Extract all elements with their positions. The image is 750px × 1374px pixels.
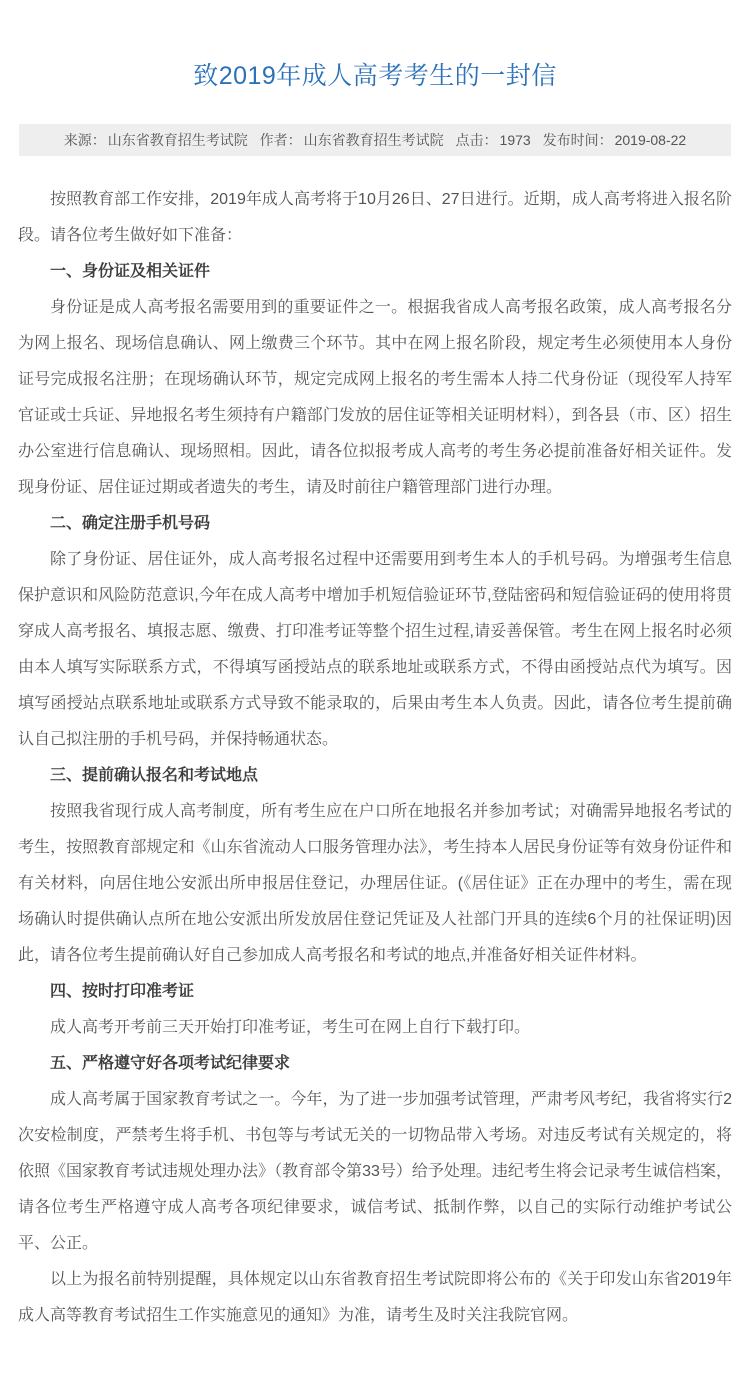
meta-hits xyxy=(456,132,531,148)
meta-source-value: 山东省教育招生考试院 xyxy=(107,132,248,148)
article-paragraph-section-4: 成人高考开考前三天开始打印准考证，考生可在网上自行下载打印。 xyxy=(50,1019,531,1036)
article-paragraph-section-2: 除了身份证、居住证外，成人高考报名过程中还需要用到考生本人的手机号码。为增强考生信息保护意识和风险防范意识,今年在成人高考中增加手机短信验证环节,登陆密码和短信验证码的使用将贯穿成人高考报名、填报志愿、缴费、打印准考证等整个招生过程,请妥善保管。考生在网上报名时必须由本人填写实际联系方式，不得填写函授站点的联系地址或联系方式，不得由函授站点代为填写。因填写函授站点联系地址或联系方式导致不能录取的，后果由考生本人负责。因此，请各位考生提前确认自己拟注册的手机号码，并保持畅通状态。 xyxy=(18,551,732,748)
section-heading-1: 一、身份证及相关证件 xyxy=(50,263,211,280)
meta-source xyxy=(64,132,248,148)
meta-publish-value: 2019-08-22 xyxy=(614,132,687,148)
article-meta-bar xyxy=(19,124,731,156)
article-paragraph-closing: 以上为报名前特别提醒，具体规定以山东省教育招生考试院即将公布的《关于印发山东省2019年成人高等教育考试招生工作实施意见的通知》为准，请考生及时关注我院官网。 xyxy=(18,1271,732,1324)
meta-source-label: 来源： xyxy=(63,132,106,148)
article-paragraph-section-5: 成人高考属于国家教育考试之一。今年，为了进一步加强考试管理，严肃考风考纪，我省将实行2次安检制度，严禁考生将手机、书包等与考试无关的一切物品带入考场。对违反考试有关规定的，将依照《国家教育考试违规处理办法》（教育部令第33号）给予处理。违纪考生将会记录考生诚信档案，请各位考生严格遵守成人高考各项纪律要求，诚信考试、抵制作弊，以自己的实际行动维护考试公平、公正。 xyxy=(18,1091,732,1252)
article-body xyxy=(18,156,732,1334)
article-paragraph-section-1: 身份证是成人高考报名需要用到的重要证件之一。根据我省成人高考报名政策，成人高考报名分为网上报名、现场信息确认、网上缴费三个环节。其中在网上报名阶段，规定考生必须使用本人身份证号完成报名注册；在现场确认环节，规定完成网上报名的考生需本人持二代身份证（现役军人持军官证或士兵证、异地报名考生须持有户籍部门发放的居住证等相关证明材料），到各县（市、区）招生办公室进行信息确认、现场照相。因此，请各位拟报考成人高考的考生务必提前准备好相关证件。发现身份证、居住证过期或者遗失的考生，请及时前往户籍管理部门进行办理。 xyxy=(18,299,732,496)
meta-author-label: 作者： xyxy=(259,132,302,148)
section-heading-4: 四、按时打印准考证 xyxy=(50,983,195,1000)
meta-hits-label: 点击： xyxy=(455,132,498,148)
meta-publish-time xyxy=(543,132,687,148)
article-paragraph-section-3: 按照我省现行成人高考制度，所有考生应在户口所在地报名并参加考试；对确需异地报名考试的考生，按照教育部规定和《山东省流动人口服务管理办法》，考生持本人居民身份证等有效身份证件和有关材料，向居住地公安派出所申报居住登记，办理居住证。(《居住证》正在办理中的考生，需在现场确认时提供确认点所在地公安派出所发放居住登记凭证及人社部门开具的连续6个月的社保证明)因此，请各位考生提前确认好自己参加成人高考报名和考试的地点,并准备好相关证件材料。 xyxy=(18,803,732,964)
section-heading-5: 五、严格遵守好各项考试纪律要求 xyxy=(50,1055,291,1072)
meta-author-value: 山东省教育招生考试院 xyxy=(303,132,444,148)
meta-publish-label: 发布时间： xyxy=(542,132,613,148)
page-title: 致2019年成人高考考生的一封信 xyxy=(193,62,557,90)
meta-hits-value: 1973 xyxy=(499,132,531,148)
meta-author xyxy=(260,132,444,148)
article-paragraph-intro: 按照教育部工作安排，2019年成人高考将于10月26日、27日进行。近期，成人高考将进入报名阶段。请各位考生做好如下准备： xyxy=(18,191,732,244)
section-heading-3: 三、提前确认报名和考试地点 xyxy=(50,767,259,784)
section-heading-2: 二、确定注册手机号码 xyxy=(50,515,211,532)
